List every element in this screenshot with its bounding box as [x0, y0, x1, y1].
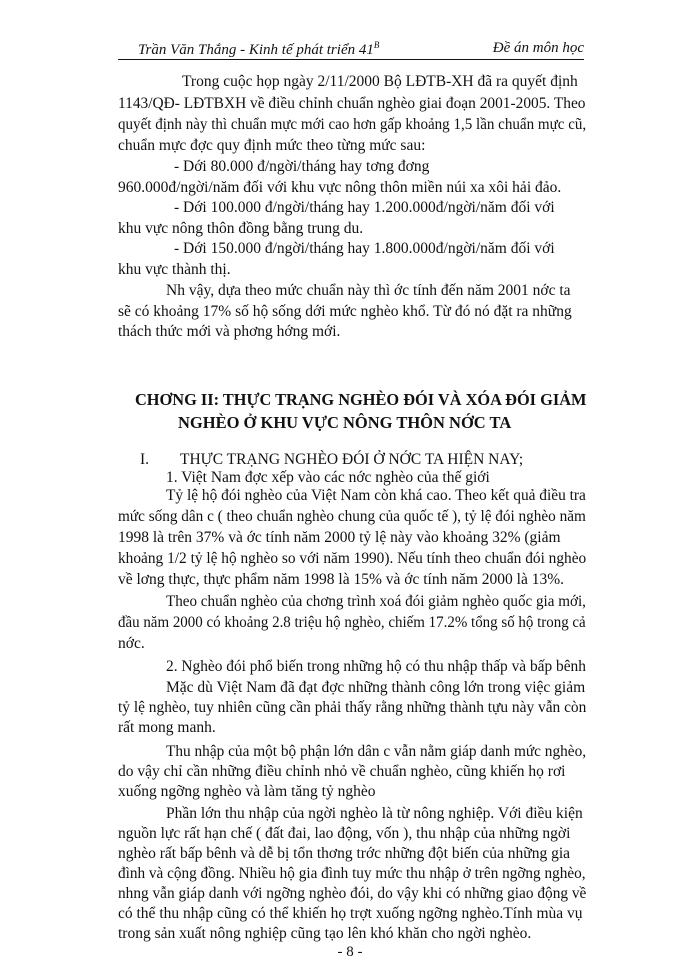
para4-line2: đầu năm 2000 có khoảng 2.8 triệu hộ nghèo, chiếm 17.2% tổng số hộ trong cả	[118, 614, 586, 631]
para2-line1: Nh vậy, dựa theo mức chuẩn này thì ớc tính đến năm 2001 nớc ta	[166, 282, 571, 299]
bullet2-line1: - Dới 100.000 đ/ngời/tháng hay 1.200.000đ/ngời/năm đối với	[174, 199, 555, 216]
para4-line1: Theo chuẩn nghèo của chơng trình xoá đói giảm nghèo quốc gia mới,	[166, 593, 586, 610]
page-number: - 8 -	[337, 944, 363, 960]
subsection-1-title: 1. Việt Nam đợc xếp vào các nớc nghèo của thế giới	[166, 469, 490, 486]
para4-line3: nớc.	[118, 635, 145, 652]
bullet1-line2: 960.000đ/ngời/năm đối với khu vực nông thôn miền núi xa xôi hải đảo.	[118, 179, 562, 196]
para5-line2: tỷ lệ nghèo, tuy nhiên cũng cần phải thấy rằng những thành tựu này vẫn còn	[118, 699, 587, 716]
section-roman-numeral: I.	[140, 451, 150, 468]
para2-line2: sẽ có khoảng 17% số hộ sống dới mức nghèo khổ. Từ đó nó đặt ra những	[118, 303, 572, 320]
bullet3-line1: - Dới 150.000 đ/ngời/tháng hay 1.800.000đ/ngời/năm đối với	[174, 240, 555, 257]
para5-line3: rất mong manh.	[118, 719, 216, 736]
para7-line1: Phần lớn thu nhập của ngời nghèo là từ nông nghiệp. Với điều kiện	[166, 805, 583, 822]
para3-line1: Tỷ lệ hộ đói nghèo của Việt Nam còn khá cao. Theo kết quả điều tra	[166, 487, 586, 504]
para7-line2: nguồn lực rất hạn chế ( đất đai, lao động, vốn ), thu nhập của những ngời	[118, 825, 571, 842]
para7-line6: có thể thu nhập cũng có thể khiến họ trợt xuống ngỡng nghèo.Tính mùa vụ	[118, 905, 583, 922]
para2-line3: thách thức mới và phơng hớng mới.	[118, 323, 341, 340]
section-title: THỰC TRẠNG NGHÈO ĐÓI Ở NỚC TA HIỆN NAY;	[180, 451, 524, 468]
page-header	[118, 36, 584, 60]
para1-line2: 1143/QĐ- LĐTBXH về điều chỉnh chuẩn nghèo giai đoạn 2001-2005. Theo	[118, 95, 586, 112]
para7-line4: đình và cộng đồng. Nhiều hộ gia đình tuy mức thu nhập ở trên ngỡng nghèo,	[118, 865, 586, 882]
para3-line4: khoảng 1/2 tỷ lệ hộ nghèo so với năm 1990). Nếu tính theo chuẩn đói nghèo	[118, 550, 587, 567]
para1-line1: Trong cuộc họp ngày 2/11/2000 Bộ LĐTB-XH đã ra quyết định	[182, 73, 578, 90]
chapter-heading-line1: CHƠNG II: THỰC TRẠNG NGHÈO ĐÓI VÀ XÓA ĐÓI GIẢM	[135, 390, 587, 409]
chapter-heading-line2: NGHÈO Ở KHU VỰC NÔNG THÔN NỚC TA	[178, 413, 512, 432]
para6-line1: Thu nhập của một bộ phận lớn dân c vẫn nằm giáp danh mức nghèo,	[166, 743, 587, 760]
para6-line2: do vậy chỉ cần những điều chỉnh nhỏ về chuẩn nghèo, cũng khiến họ rơi	[118, 763, 566, 780]
header-author-course: Trần Văn Thắng - Kinh tế phát triển $41^B$	[138, 40, 380, 58]
para1-line3: quyết định này thì chuẩn mực mới cao hơn gấp khoảng 1,5 lần chuẩn mực cũ,	[118, 116, 587, 133]
header-doc-type: Đề án môn học	[492, 40, 584, 56]
subsection-2-title: 2. Nghèo đói phổ biến trong những hộ có thu nhập thấp và bấp bênh	[166, 658, 586, 675]
para6-line3: xuống ngỡng nghèo và làm tăng tỷ nghèo	[118, 783, 376, 800]
bullet3-line2: khu vực thành thị.	[118, 261, 231, 278]
header-superscript: B	[373, 40, 380, 50]
bullet1-line1: - Dới 80.000 đ/ngời/tháng hay tơng đơng	[174, 158, 430, 175]
para3-line5: về lơng thực, thực phẩm năm 1998 là 15% và ớc tính năm 2000 là 13%.	[118, 571, 565, 588]
para3-line2: mức sống dân c ( theo chuẩn nghèo chung của quốc tế ), tỷ lệ đói nghèo năm	[118, 508, 586, 525]
para7-line7: trong sản xuất nông nghiệp cũng tạo lên khó khăn cho ngời nghèo.	[118, 925, 532, 942]
bullet2-line2: khu vực nông thôn đồng bằng trung du.	[118, 220, 364, 237]
para3-line3: 1998 là trên 37% và ớc tính năm 2000 tỷ lệ này vào khoảng 32% (giảm	[118, 529, 561, 546]
para7-line3: nghèo rất bấp bênh và dễ bị tổn thơng trớc những đột biến của những gia	[118, 845, 571, 862]
para7-line5: nhng vẫn giáp danh với ngỡng nghèo đói, do vậy khi có những giao động về	[118, 885, 587, 902]
para1-line4: chuẩn mực đợc quy định mức theo từng mức sau:	[118, 137, 426, 154]
para5-line1: Mặc dù Việt Nam đã đạt đợc những thành công lớn trong việc giảm	[166, 679, 586, 696]
header-rule	[118, 59, 584, 60]
